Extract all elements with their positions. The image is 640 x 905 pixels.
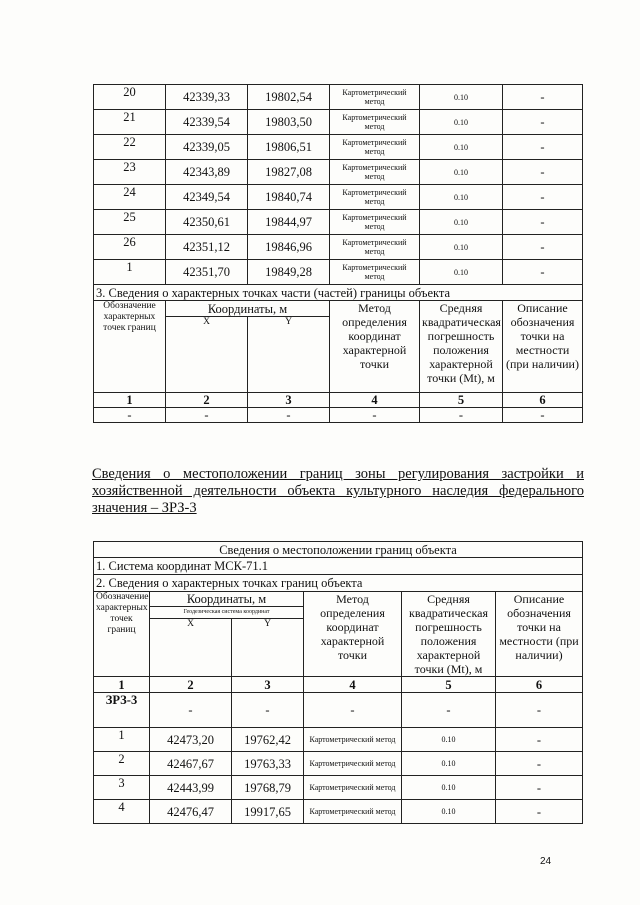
- coordinate-y: 19768,79: [232, 776, 304, 800]
- table-row: [94, 185, 583, 210]
- zone-heading: [92, 466, 584, 517]
- zone-name: ЗРЗ-3: [94, 693, 150, 728]
- zone-x: -: [150, 693, 232, 728]
- empty-cell: -: [166, 408, 248, 423]
- description: -: [503, 135, 583, 160]
- table-row: [94, 85, 583, 110]
- header-designation: Обозначение характерных точек границ: [94, 301, 166, 393]
- coordinate-x: 42350,61: [166, 210, 248, 235]
- mt: 0.10: [420, 185, 503, 210]
- zone-description: -: [496, 693, 583, 728]
- table-row: [94, 135, 583, 160]
- mt: 0.10: [420, 110, 503, 135]
- coordinate-system: 1. Система координат МСК-71.1: [94, 558, 583, 575]
- table-row: [94, 210, 583, 235]
- method: Картометрический метод: [330, 210, 420, 235]
- coordinate-y: 19846,96: [248, 235, 330, 260]
- coordinates-table-bottom-header: [94, 542, 583, 728]
- header-description: Описание обозначения точки на местности (при наличии): [496, 592, 583, 677]
- coordinate-x: 42339,33: [166, 85, 248, 110]
- coordinate-y: 19917,65: [232, 800, 304, 824]
- table-row: [94, 260, 583, 285]
- method: Картометрический метод: [330, 135, 420, 160]
- coordinate-x: 42351,12: [166, 235, 248, 260]
- table-row: [94, 728, 583, 752]
- header-y: Y: [232, 619, 304, 677]
- method: Картометрический метод: [330, 260, 420, 285]
- coordinate-x: 42339,54: [166, 110, 248, 135]
- column-number: 2: [150, 677, 232, 693]
- coordinates-table-top-section3: [94, 285, 583, 423]
- zone-y: -: [232, 693, 304, 728]
- page-number: 24: [540, 856, 552, 867]
- point-number: 1: [94, 728, 150, 752]
- mt: 0.10: [420, 260, 503, 285]
- coordinates-table-top-body: [94, 85, 583, 285]
- empty-cell: -: [248, 408, 330, 423]
- table-row: [94, 800, 583, 824]
- point-number: 1: [94, 260, 166, 285]
- description: -: [496, 752, 583, 776]
- coordinate-y: 19802,54: [248, 85, 330, 110]
- header-mt: Средняя квадратическая погрешность положения характерной точки (Mt), м: [402, 592, 496, 677]
- coordinate-y: 19803,50: [248, 110, 330, 135]
- mt: 0.10: [402, 800, 496, 824]
- description: -: [503, 235, 583, 260]
- method: Картометрический метод: [304, 776, 402, 800]
- mt: 0.10: [402, 752, 496, 776]
- empty-cell: -: [503, 408, 583, 423]
- column-number: 6: [496, 677, 583, 693]
- table-row: [94, 160, 583, 185]
- description: -: [503, 110, 583, 135]
- point-number: 26: [94, 235, 166, 260]
- point-number: 22: [94, 135, 166, 160]
- empty-cell: -: [420, 408, 503, 423]
- empty-cell: -: [94, 408, 166, 423]
- coordinate-x: 42473,20: [150, 728, 232, 752]
- coordinate-y: 19763,33: [232, 752, 304, 776]
- section3-title: 3. Сведения о характерных точках части (частей) границы объекта: [94, 285, 583, 301]
- method: Картометрический метод: [330, 85, 420, 110]
- coordinate-x: 42339,05: [166, 135, 248, 160]
- mt: 0.10: [402, 776, 496, 800]
- column-number: 3: [248, 393, 330, 408]
- point-number: 2: [94, 752, 150, 776]
- header-x: X: [166, 317, 248, 393]
- point-number: 4: [94, 800, 150, 824]
- point-number: 25: [94, 210, 166, 235]
- coordinate-x: 42349,54: [166, 185, 248, 210]
- method: Картометрический метод: [304, 800, 402, 824]
- coordinates-table-top: [93, 84, 583, 423]
- coordinate-y: 19827,08: [248, 160, 330, 185]
- coordinate-x: 42467,67: [150, 752, 232, 776]
- zone-heading-line: Сведения о местоположении границ зоны регулирования застройки и: [92, 466, 584, 482]
- method: Картометрический метод: [304, 728, 402, 752]
- column-number: 5: [420, 393, 503, 408]
- point-number: 24: [94, 185, 166, 210]
- header-method: Метод определения координат характерной точки: [304, 592, 402, 677]
- coordinate-x: 42351,70: [166, 260, 248, 285]
- header-designation: Обозначение характерных точек границ: [94, 592, 150, 677]
- mt: 0.10: [420, 85, 503, 110]
- column-number: 6: [503, 393, 583, 408]
- table-row: [94, 752, 583, 776]
- header-method: Метод определения координат характерной точки: [330, 301, 420, 393]
- description: -: [496, 800, 583, 824]
- column-number: 1: [94, 393, 166, 408]
- point-number: 3: [94, 776, 150, 800]
- zone-method: -: [304, 693, 402, 728]
- column-number: 3: [232, 677, 304, 693]
- method: Картометрический метод: [330, 185, 420, 210]
- column-number: 4: [304, 677, 402, 693]
- method: Картометрический метод: [330, 160, 420, 185]
- header-mt: Средняя квадратическая погрешность положения характерной точки (Mt), м: [420, 301, 503, 393]
- column-number: 4: [330, 393, 420, 408]
- coordinate-x: 42343,89: [166, 160, 248, 185]
- description: -: [496, 776, 583, 800]
- empty-cell: -: [330, 408, 420, 423]
- header-geodetic-system: Геодезическая система координат: [150, 607, 304, 619]
- description: -: [503, 185, 583, 210]
- zone-heading-line: хозяйственной деятельности объекта культурного наследия федерального: [92, 483, 584, 499]
- coordinate-y: 19762,42: [232, 728, 304, 752]
- header-description: Описание обозначения точки на местности (при наличии): [503, 301, 583, 393]
- column-number: 5: [402, 677, 496, 693]
- point-number: 20: [94, 85, 166, 110]
- header-coordinates: Координаты, м: [150, 592, 304, 607]
- mt: 0.10: [420, 235, 503, 260]
- coordinate-y: 19840,74: [248, 185, 330, 210]
- point-number: 21: [94, 110, 166, 135]
- table-title: Сведения о местоположении границ объекта: [94, 542, 583, 558]
- point-number: 23: [94, 160, 166, 185]
- coordinate-x: 42476,47: [150, 800, 232, 824]
- header-coordinates: Координаты, м: [166, 301, 330, 317]
- table-row: [94, 776, 583, 800]
- description: -: [503, 85, 583, 110]
- method: Картометрический метод: [330, 235, 420, 260]
- description: -: [503, 210, 583, 235]
- zone-heading-line: значения – ЗРЗ-3: [92, 500, 197, 516]
- mt: 0.10: [420, 135, 503, 160]
- coordinates-table-bottom: [93, 541, 583, 824]
- header-x: X: [150, 619, 232, 677]
- description: -: [496, 728, 583, 752]
- description: -: [503, 160, 583, 185]
- mt: 0.10: [420, 160, 503, 185]
- method: Картометрический метод: [304, 752, 402, 776]
- description: -: [503, 260, 583, 285]
- method: Картометрический метод: [330, 110, 420, 135]
- zone-mt: -: [402, 693, 496, 728]
- coordinate-x: 42443,99: [150, 776, 232, 800]
- header-y: Y: [248, 317, 330, 393]
- mt: 0.10: [420, 210, 503, 235]
- section2-title: 2. Сведения о характерных точках границ объекта: [94, 575, 583, 592]
- coordinates-table-bottom-body: [94, 728, 583, 824]
- column-number: 1: [94, 677, 150, 693]
- mt: 0.10: [402, 728, 496, 752]
- coordinate-y: 19844,97: [248, 210, 330, 235]
- coordinate-y: 19806,51: [248, 135, 330, 160]
- coordinate-y: 19849,28: [248, 260, 330, 285]
- table-row: [94, 235, 583, 260]
- column-number: 2: [166, 393, 248, 408]
- table-row: [94, 110, 583, 135]
